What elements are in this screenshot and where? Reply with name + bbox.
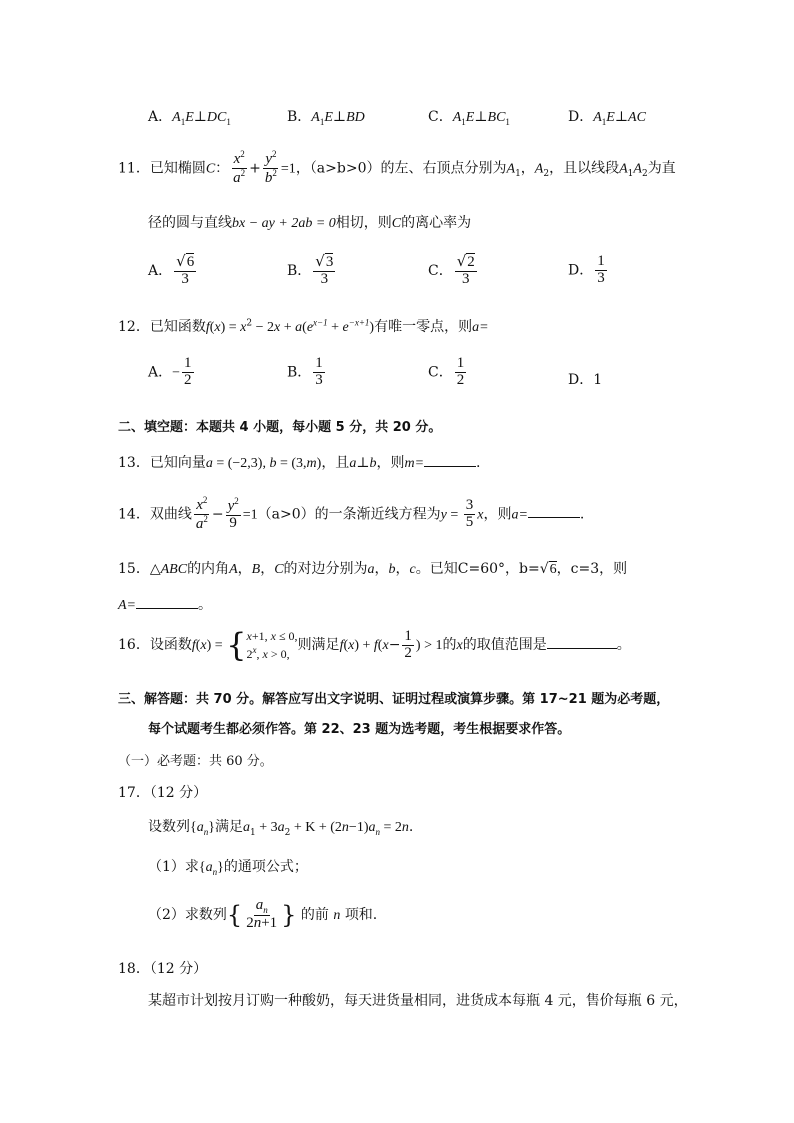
q17-header: 17．（12 分） [118,785,208,801]
q13-stem: 13．已知向量a = (−2,3), b = (3,m)，且a⊥b，则m= . [118,452,481,472]
section2-heading: 二、填空题：本题共 4 小题，每小题 5 分，共 20 分。 [118,420,442,435]
q12-option-b: B． $\frac{1}{3}$ [287,355,323,388]
q10-option-d: D．$A_1E\perp AC$ [568,109,646,127]
q11-option-d: D． $\frac{1}{3}$ [568,253,605,286]
q10-option-c: C．$A_1E\perp BC_1$ [428,109,510,127]
q10-option-b: B．$A_1E\perp BD$ [287,109,365,127]
q17-stem: 设数列$\{a_n\}$满足$a_1 + 3a_2 + K + (2n-1)a_n = 2n$. [148,819,414,838]
q17-sub1: （1）求$\{a_n\}$的通项公式； [148,859,308,877]
section3-heading-line2: 每个试题考生都必须作答。第 22、23 题为选考题，考生根据要求作答。 [148,722,571,737]
q17-sub2: （2）求数列{ $\frac{a_n}{2n+1}$ } 的前 n 项和. [148,897,378,932]
q18-stem: 某超市计划按月订购一种酸奶，每天进货量相同，进货成本每瓶 4 元，售价每瓶 6 元， [148,993,688,1009]
q11-option-c: C． $\frac{√2}{3}$ [428,252,475,287]
q11-option-b: B． $\frac{√3}{3}$ [287,252,334,287]
q16-answer-blank[interactable] [547,634,617,649]
q11-option-a: A． $\frac{√6}{3}$ [148,252,195,287]
q14-stem: 14．双曲线 $\frac{x^2}{a^2}$ − $\frac{y^2}{9}$ =1（a>0）的一条渐近线方程为y = $\frac{3}{5}$ x，则a= . [118,495,585,532]
q16-stem: 16．设函数f(x) = { x+1, x ≤ 0, 2$^x$, x > 0, 则满足f(x) + f(x− $\frac{1}{2}$ ) > 1的x的取值范围是 。 [118,626,631,665]
q12-option-d: D．1 [568,372,603,388]
q11-stem-line2: 径的圆与直线bx − ay + 2ab = 0相切，则C的离心率为 [148,215,472,231]
q14-answer-blank[interactable] [528,503,580,518]
q11-stem: 11．已知椭圆C： $\frac{x^2}{a^2}$ + $\frac{y^2}{b^2}$ =1，（a>b>0）的左、右顶点分别为$A_1$，$A_2$，且以线段$A_1A_2$为直 [118,149,676,186]
q15-answer-blank[interactable] [136,594,198,609]
q10-option-a: A．$A_1E\perp DC_1$ [148,109,231,127]
q15-stem-line2: A= 。 [118,594,212,614]
q18-header: 18．（12 分） [118,961,208,977]
section3-heading: 三、解答题：共 70 分。解答应写出文字说明、证明过程或演算步骤。第 17~21 题为必考题， [118,692,670,707]
q12-option-a: A．− $\frac{1}{2}$ [148,355,192,388]
q12-stem: 12．已知函数$f(x) = x^2 - 2x + a(e^{x-1} + e^{-x+1})$有唯一零点，则a= [118,317,489,335]
q15-stem: 15．△ABC的内角A，B，C的对边分别为a，b，c。已知C=60°，b=√6，c=3，则 [118,561,628,577]
part1-heading: （一）必考题：共 60 分。 [118,754,273,769]
q12-option-c: C． $\frac{1}{2}$ [428,355,465,388]
q13-answer-blank[interactable] [424,452,476,467]
